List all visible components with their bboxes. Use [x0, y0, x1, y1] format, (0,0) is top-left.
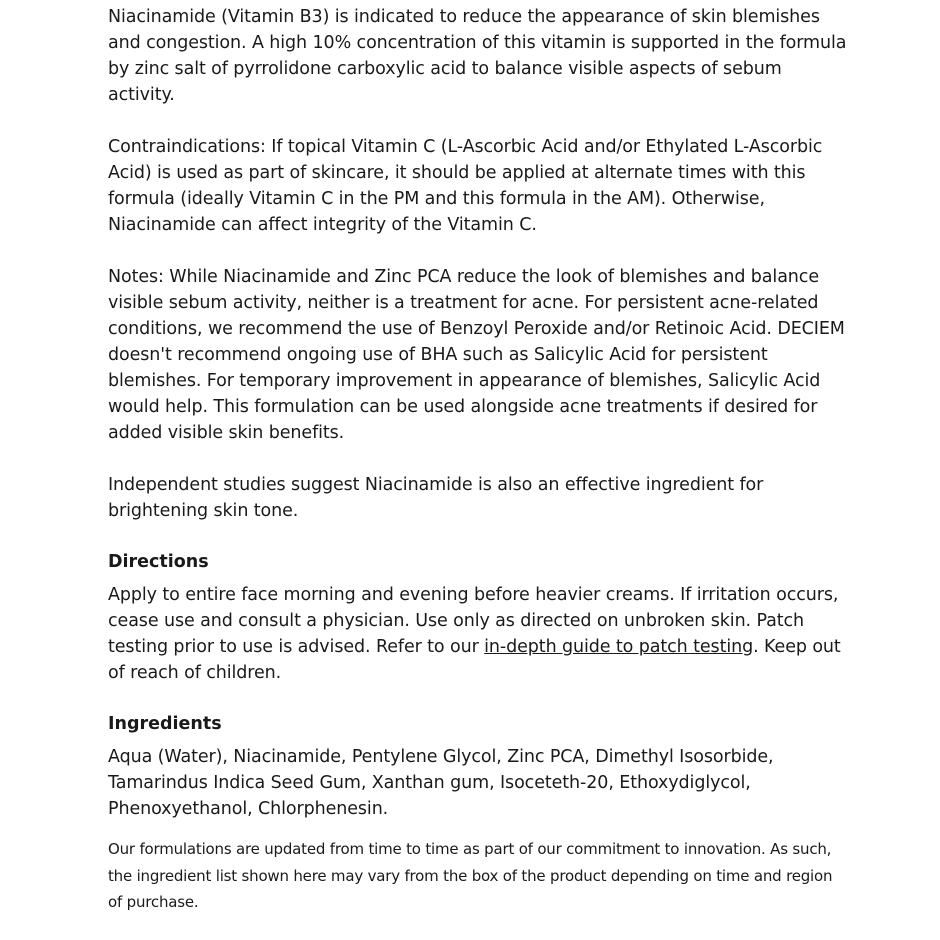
notes-paragraph: Notes: While Niacinamide and Zinc PCA reduce the look of blemishes and balance visible sebum activity, neither is a treatment for acne. For persistent acne-related conditions, we recommend the use of Benzoyl Peroxide and/or Retinoic Acid. DECIEM doesn't recommend ongoing use of BHA such as Salicylic Acid for persistent blemishes. For temporary improvement in appearance of blemishes, Salicylic Acid would help. This formulation can be used alongside acne treatments if desired for added visible skin benefits. [108, 267, 845, 443]
intro-paragraph: Niacinamide (Vitamin B3) is indicated to reduce the appearance of skin blemishes and congestion. A high 10% concentration of this vitamin is supported in the formula by zinc salt of pyrrolidone carboxylic acid to balance visible aspects of sebum activity. [108, 7, 847, 105]
directions-heading: Directions [108, 552, 209, 572]
ingredients-list: Aqua (Water), Niacinamide, Pentylene Glycol, Zinc PCA, Dimethyl Isosorbide, Tamarindus Indica Seed Gum, Xanthan gum, Isoceteth-20, Ethoxydiglycol, Phenoxyethanol, Chlorphenesin. [108, 747, 774, 819]
contraindications-paragraph: Contraindications: If topical Vitamin C (L-Ascorbic Acid and/or Ethylated L-Ascorbic Acid) is used as part of skincare, it should be applied at alternate times with this formula (ideally Vitamin C in the PM and this formula in the AM). Otherwise, Niacinamide can affect integrity of the Vitamin C. [108, 137, 823, 235]
product-description [108, 4, 848, 916]
ingredients-heading: Ingredients [108, 714, 222, 734]
directions-text-before: Apply to entire face morning and evening before heavier creams. If irritation occurs, cease use and consult a physician. Use only as directed on unbroken skin. Patch testing prior to use is advised. Refer to our [108, 585, 839, 657]
patch-testing-guide-link[interactable]: in-depth guide to patch testing [484, 637, 754, 657]
directions-paragraph [108, 582, 848, 686]
studies-paragraph: Independent studies suggest Niacinamide is also an effective ingredient for brightening skin tone. [108, 475, 764, 521]
directions-text-after: . Keep out of reach of children. [108, 637, 841, 683]
disclaimer-text: Our formulations are updated from time to time as part of our commitment to innovation. As such, the ingredient list shown here may vary from the box of the product depending on time and region of purchase. [108, 840, 833, 911]
